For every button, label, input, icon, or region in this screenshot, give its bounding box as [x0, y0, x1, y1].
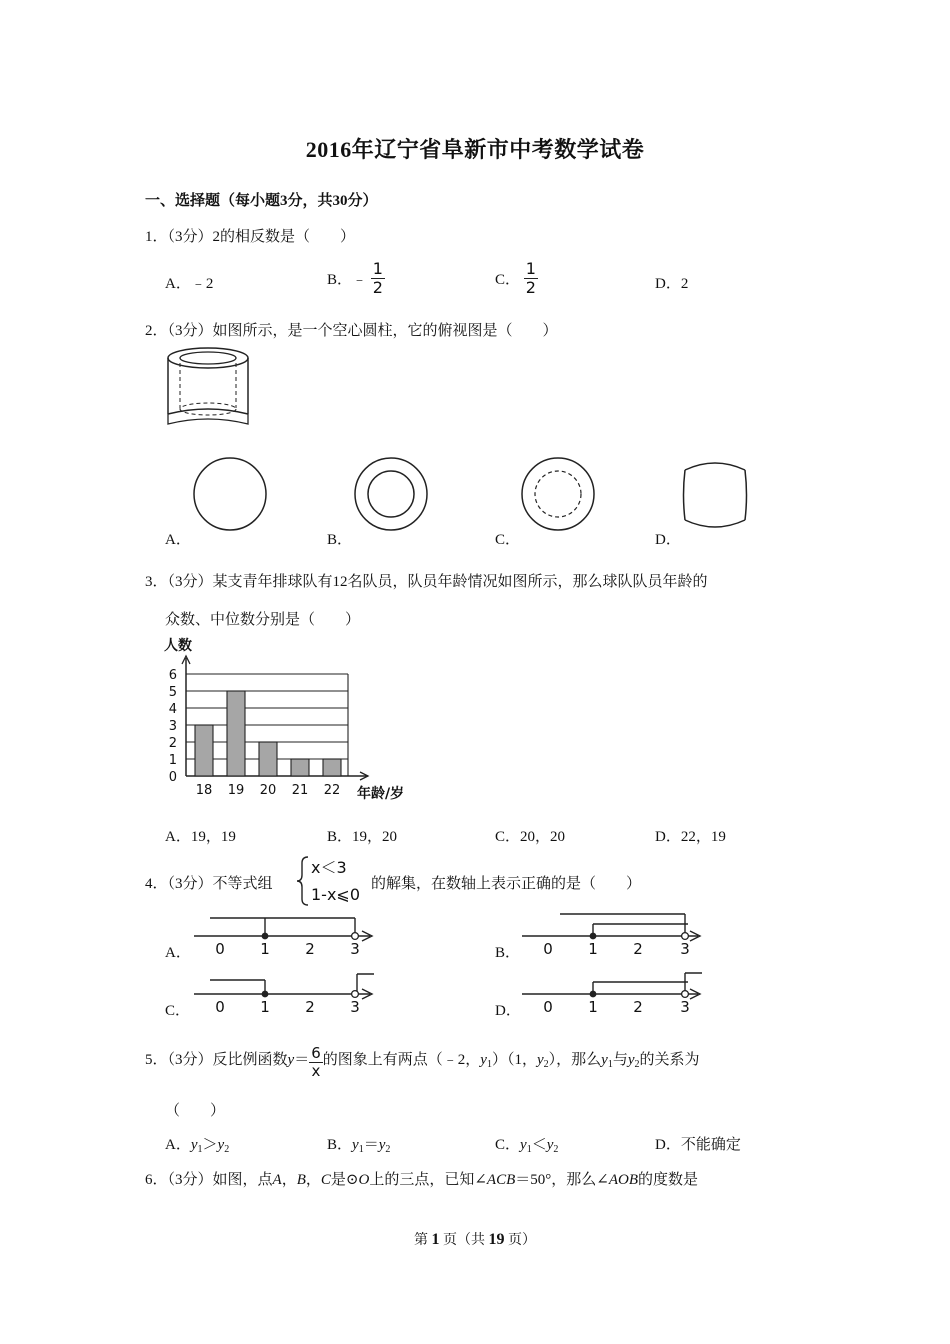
number-line-d	[518, 970, 708, 1018]
subscript: 1	[197, 1144, 203, 1155]
q2-option-d: D．	[655, 532, 681, 548]
q5-text: ），那么	[548, 1052, 602, 1068]
chart-bar	[323, 759, 341, 776]
fraction-numerator: 1	[372, 259, 383, 278]
chart-bar	[195, 725, 213, 776]
subscript: 2	[385, 1144, 391, 1155]
chart-x-tick-label: 22	[323, 783, 341, 798]
footer-text: 第	[414, 1233, 432, 1248]
var-y: y	[546, 1137, 554, 1153]
tick-label: 2	[305, 998, 315, 1016]
q2-option-c-figure	[520, 456, 596, 532]
q1-option-d: D．2	[655, 276, 689, 292]
age-bar-chart	[160, 632, 420, 804]
chart-y-tick-label: 5	[168, 685, 177, 700]
q4-option-c: C．	[165, 1003, 191, 1019]
var-y: y	[536, 1052, 544, 1068]
q3-option-b: B．19，20	[327, 829, 398, 845]
subscript: 1	[607, 1059, 613, 1070]
q1-stem: 1．（3分）2的相反数是（ ）	[145, 229, 356, 245]
chart-x-tick-label: 18	[195, 783, 213, 798]
q4-option-d: D．	[495, 1003, 521, 1019]
chart-y-tick-label: 0	[168, 770, 177, 785]
q6-text: 的度数是	[638, 1172, 699, 1188]
tick-label: 0	[543, 940, 553, 958]
var-y: y	[480, 1052, 487, 1068]
q6-text: 上的三点，已知∠	[369, 1172, 487, 1188]
q1-option-b-fraction	[371, 260, 385, 297]
q5-stem	[145, 1045, 700, 1080]
chart-bar	[291, 759, 309, 776]
tick-label: 3	[350, 940, 360, 958]
page-footer	[0, 1229, 950, 1249]
option-label: A．	[165, 1137, 191, 1153]
q2-option-a: A．	[165, 532, 191, 548]
fraction-denominator: x	[311, 1062, 321, 1080]
chart-bar	[227, 691, 245, 776]
chart-x-tick-label: 21	[291, 783, 309, 798]
fraction-numerator: 6	[311, 1044, 321, 1062]
comma: ，	[305, 1172, 321, 1188]
hollow-cylinder-figure	[162, 346, 254, 428]
point-a: A	[272, 1172, 282, 1188]
tick-label: 1	[260, 940, 270, 958]
tick-label: 1	[588, 940, 598, 958]
q1-option-c-prefix: C．	[495, 272, 521, 288]
number-line-a	[190, 912, 380, 960]
q1-option-c	[495, 260, 538, 297]
equals-sign: ＝	[294, 1052, 310, 1068]
subscript: 2	[553, 1144, 559, 1155]
q2-stem: 2．（3分）如图所示，是一个空心圆柱，它的俯视图是（ ）	[145, 323, 558, 339]
tick-label: 2	[633, 998, 643, 1016]
q5-text: ）（1，	[491, 1052, 537, 1068]
q3-option-d: D．22，19	[655, 829, 726, 845]
subscript: 2	[634, 1059, 640, 1070]
q4-suffix: 的解集，在数轴上表示正确的是（ ）	[371, 876, 642, 892]
chart-x-label: 年龄/岁	[357, 786, 405, 802]
angle-acb: ACB	[486, 1172, 516, 1188]
q1-option-a: A．﹣2	[165, 276, 214, 292]
q2-option-a-figure	[192, 456, 268, 532]
tick-label: 2	[305, 940, 315, 958]
tick-label: 0	[215, 940, 225, 958]
page-total: 19	[488, 1231, 505, 1248]
q4-option-a: A．	[165, 945, 191, 961]
chart-x-tick-label: 19	[227, 783, 245, 798]
subscript: 2	[224, 1144, 230, 1155]
q2-option-c: C．	[495, 532, 521, 548]
subscript: 1	[526, 1144, 532, 1155]
relation-sign: ＞	[202, 1137, 218, 1153]
tick-label: 3	[350, 998, 360, 1016]
relation-sign: ＜	[531, 1137, 547, 1153]
relation-sign: ＝	[363, 1137, 379, 1153]
q5-fraction	[309, 1045, 323, 1080]
q6-text: 6．（3分）如图，点	[145, 1172, 273, 1188]
number-line-c	[190, 970, 380, 1018]
tick-label: 3	[680, 998, 690, 1016]
q3-option-a: A．19，19	[165, 829, 236, 845]
var-y: y	[601, 1052, 608, 1068]
q3-stem-line1: 3．（3分）某支青年排球队有12名队员，队员年龄情况如图所示，那么球队队员年龄的	[145, 574, 708, 590]
footer-text: 页（共	[439, 1233, 489, 1248]
var-y: y	[352, 1137, 359, 1153]
var-y: y	[217, 1137, 225, 1153]
option-label: B．	[327, 1137, 353, 1153]
var-y: y	[287, 1052, 295, 1068]
chart-bar	[259, 742, 277, 776]
subscript: 1	[358, 1144, 364, 1155]
tick-label: 1	[260, 998, 270, 1016]
tick-label: 1	[588, 998, 598, 1016]
q3-stem-line2: 众数、中位数分别是（ ）	[165, 612, 361, 628]
q5-prefix: 5．（3分）反比例函数	[145, 1052, 288, 1068]
q6-text: ＝50°，那么∠	[515, 1172, 609, 1188]
q5-suffix: 的关系为	[639, 1052, 700, 1068]
q4-inequality-2: 1-x⩽0	[311, 885, 361, 904]
chart-y-tick-label: 3	[168, 719, 177, 734]
q1-option-b-prefix: B．﹣	[327, 272, 368, 288]
subscript: 1	[486, 1059, 492, 1070]
chart-y-tick-label: 2	[168, 736, 177, 751]
fraction-denominator: 2	[372, 278, 383, 297]
q2-option-b-figure	[353, 456, 429, 532]
q6-stem	[145, 1168, 698, 1189]
chart-y-tick-label: 6	[168, 668, 177, 683]
var-y: y	[190, 1137, 198, 1153]
q5-text: 与	[612, 1052, 628, 1068]
comma: ，	[281, 1172, 297, 1188]
tick-label: 0	[215, 998, 225, 1016]
point-b: B	[296, 1172, 306, 1188]
section-heading: 一、选择题（每小题3分，共30分）	[145, 193, 378, 209]
number-line-b	[518, 912, 708, 960]
q3-option-c: C．20，20	[495, 829, 566, 845]
angle-aob: AOB	[608, 1172, 638, 1188]
footer-text: 页）	[504, 1233, 536, 1248]
option-label: C．	[495, 1137, 521, 1153]
point-o: O	[358, 1172, 370, 1188]
q5-option-c	[495, 1133, 558, 1155]
page-number: 1	[431, 1231, 440, 1248]
chart-y-label: 人数	[164, 638, 192, 654]
var-y: y	[627, 1052, 635, 1068]
subscript: 2	[543, 1059, 549, 1070]
q2-option-d-figure	[680, 462, 750, 528]
q4-prefix: 4．（3分）不等式组	[145, 876, 273, 892]
tick-label: 2	[633, 940, 643, 958]
var-y: y	[520, 1137, 527, 1153]
q4-inequality-1: x＜3	[311, 858, 347, 877]
page-title: 2016年辽宁省阜新市中考数学试卷	[305, 137, 645, 162]
q5-answer-blank: （ ）	[165, 1103, 226, 1119]
q6-text: 是⊙	[330, 1172, 359, 1188]
fraction-numerator: 1	[525, 259, 536, 278]
point-c: C	[320, 1172, 331, 1188]
fraction-denominator: 2	[525, 278, 536, 297]
q1-option-c-fraction	[524, 260, 538, 297]
inequality-brace	[296, 855, 310, 907]
chart-x-tick-label: 20	[259, 783, 277, 798]
q2-option-b: B．	[327, 532, 353, 548]
q5-text: 的图象上有两点（﹣2，	[322, 1052, 481, 1068]
q4-option-b: B．	[495, 945, 521, 961]
chart-y-tick-label: 1	[168, 753, 177, 768]
q5-option-a	[165, 1133, 229, 1155]
tick-label: 3	[680, 940, 690, 958]
q1-option-b	[327, 260, 385, 297]
chart-y-tick-label: 4	[168, 702, 177, 717]
q5-option-b	[327, 1133, 390, 1155]
q5-option-d: D．不能确定	[655, 1137, 741, 1153]
var-y: y	[378, 1137, 386, 1153]
tick-label: 0	[543, 998, 553, 1016]
